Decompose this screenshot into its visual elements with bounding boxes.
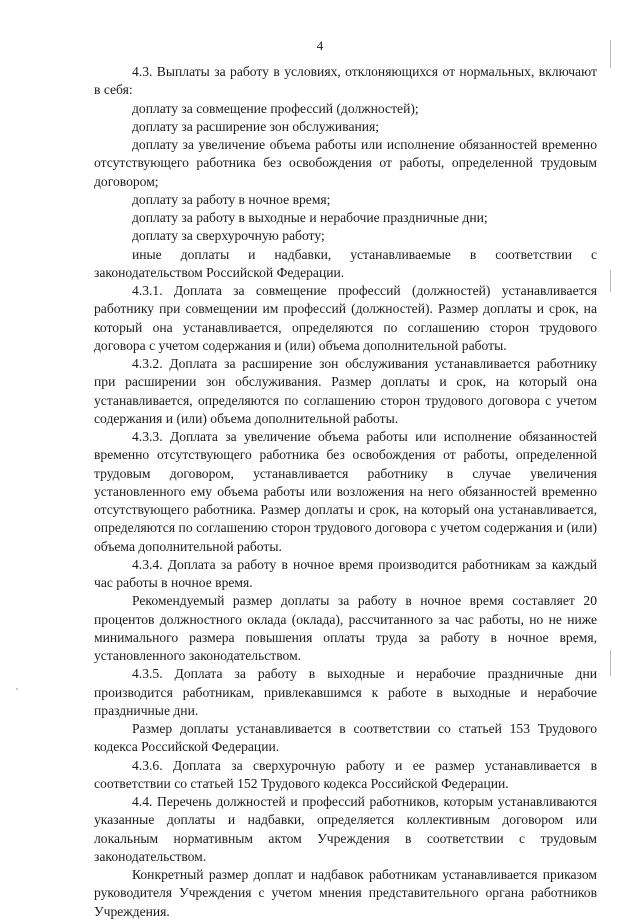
- scan-edge-mark: [610, 40, 611, 68]
- list-item-holiday-work: доплату за работу в выходные и нерабочие праздничные дни;: [132, 210, 488, 225]
- paragraph-4-4: 4.4. Перечень должностей и профессий работников, которым устанавливаются указанные доплаты и надбавки, определяется коллективным договором или локальным нормативным актом Учреждения в соответствии с трудовым законодательством.: [94, 794, 597, 864]
- document-body: [94, 63, 597, 921]
- list-item-other-payments: иные доплаты и надбавки, устанавливаемые в соответствии с законодательством Российской Федерации.: [94, 246, 597, 280]
- scan-edge-mark: [610, 270, 611, 292]
- paragraph-4-3-5: 4.3.5. Доплата за работу в выходные и нерабочие праздничные дни производится работникам, привлекавшимся к работе в выходные и нерабочие праздничные дни.: [94, 666, 597, 718]
- list-item-overtime: доплату за сверхурочную работу;: [132, 228, 325, 244]
- paragraph-holiday-rate: Размер доплаты устанавливается в соответствии со статьей 153 Трудового кодекса Российской Федерации.: [94, 721, 597, 755]
- list-item-night-work: доплату за работу в ночное время;: [132, 191, 331, 207]
- list-item-increased-work: доплату за увеличение объема работы или исполнение обязанностей временно отсутствующего работника без освобождения от работы, определенной трудовым договором;: [94, 137, 597, 189]
- paragraph-4-3: 4.3. Выплаты за работу в условиях, отклоняющихся от нормальных, включают в себя:: [94, 64, 597, 98]
- scan-edge-mark: [610, 650, 611, 676]
- paragraph-4-3-6: 4.3.6. Доплата за сверхурочную работу и ее размер устанавливается в соответствии со статьей 152 Трудового кодекса Российской Федерации.: [94, 757, 597, 791]
- paragraph-4-3-1: 4.3.1. Доплата за совмещение профессий (должностей) устанавливается работнику при совмещении им профессий (должностей). Размер доплаты и срок, на который она устанавливается, определяются по соглашению сторон трудового договора с учетом содержания и (или) объема дополнительной работы.: [94, 283, 597, 353]
- scan-dust-mark: [16, 688, 18, 690]
- paragraph-concrete-amount: Конкретный размер доплат и надбавок работникам устанавливается приказом руководителя Учреждения с учетом мнения представительного органа работников Учреждения.: [94, 867, 597, 919]
- paragraph-4-3-3: 4.3.3. Доплата за увеличение объема работы или исполнение обязанностей временно отсутствующего работника без освобождения от работы, определенной трудовым договором, устанавливается работнику в случае увеличения установленного ему объема работы или возложения на него обязанностей временно отсутствующего работника. Размер доплаты и срок, на который она устанавливается, определяются по соглашению сторон трудового договора с учетом содержания и (или) объема дополнительной работы.: [94, 429, 597, 554]
- list-item-service-zones: доплату за расширение зон обслуживания;: [132, 118, 380, 134]
- paragraph-4-3-4: 4.3.4. Доплата за работу в ночное время производится работникам за каждый час работы в ночное время.: [94, 556, 597, 590]
- page-number: 4: [316, 38, 324, 53]
- list-item-combination: доплату за совмещение профессий (должностей);: [132, 100, 419, 116]
- paragraph-night-rate: Рекомендуемый размер доплаты за работу в ночное время составляет 20 процентов должностного оклада (оклада), рассчитанного за час работы, но не ниже минимального размера повышения оплаты труда за работу в ночное время, установленного законодательством.: [94, 593, 597, 663]
- paragraph-4-3-2: 4.3.2. Доплата за расширение зон обслуживания устанавливается работнику при расширении зон обслуживания. Размер доплаты и срок, на который она устанавливается, определяются по соглашению сторон трудового договора с учетом содержания и (или) объема дополнительной работы.: [94, 356, 597, 426]
